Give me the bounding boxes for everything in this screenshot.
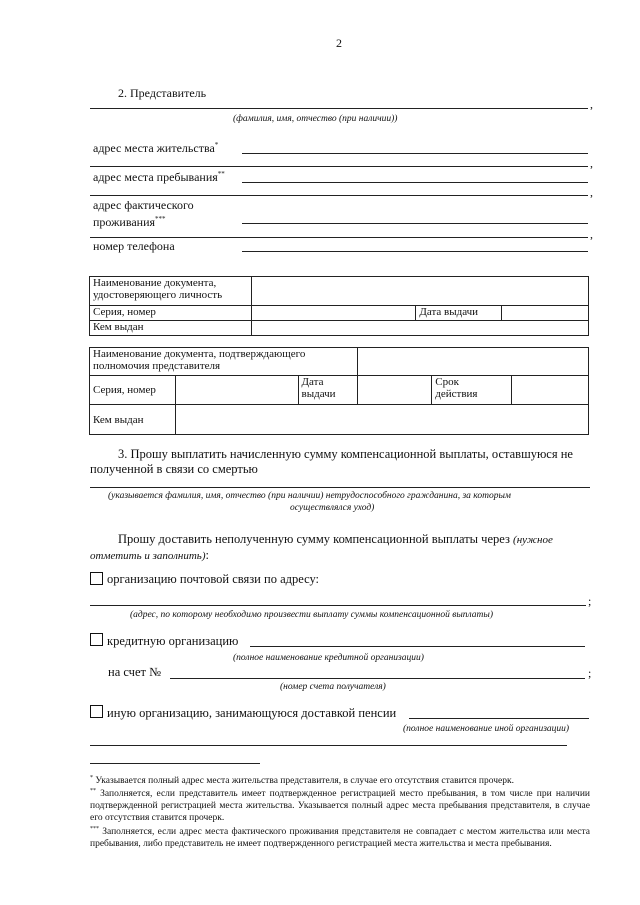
id-series-label: Серия, номер xyxy=(90,306,252,321)
footnote-2: ** Заполняется, если представитель имеет подтвержденное регистрацией место пребывания, в том числе при наличии подтвержденной регистрацией места жительства. Указывается полный адрес места пребывания представителя, в случае его отсутствия ставится прочерк. xyxy=(90,788,590,824)
bank-name-line[interactable] xyxy=(250,646,585,647)
id-issue-date-label: Дата выдачи xyxy=(416,306,502,321)
deceased-name-hint-2: осуществлялся уход) xyxy=(290,503,375,513)
address-residence-label: адрес места жительства* xyxy=(93,141,219,155)
account-hint: (номер счета получателя) xyxy=(280,682,386,692)
address-actual-line[interactable] xyxy=(242,223,588,224)
id-doc-name-label: Наименование документа, удостоверяющего личность xyxy=(90,277,252,306)
comma: , xyxy=(590,97,593,111)
section-2-title: 2. Представитель xyxy=(118,86,207,100)
authority-series-cell[interactable] xyxy=(175,376,298,405)
fio-line[interactable] xyxy=(90,108,588,109)
address-residence-line-2[interactable] xyxy=(90,166,588,167)
id-issued-by-label: Кем выдан xyxy=(90,321,252,336)
id-series-cell[interactable] xyxy=(251,306,416,321)
post-office-checkbox[interactable] xyxy=(90,572,103,585)
address-stay-line-2[interactable] xyxy=(90,195,588,196)
bank-label: кредитную организацию xyxy=(107,634,239,648)
post-office-label: организацию почтовой связи по адресу: xyxy=(107,572,320,586)
bank-name-hint: (полное наименование кредитной организации) xyxy=(233,653,424,663)
semicolon: ; xyxy=(588,666,592,680)
authority-issued-by-cell[interactable] xyxy=(175,405,588,435)
address-actual-line-2[interactable] xyxy=(90,237,588,238)
comma: , xyxy=(590,156,593,170)
id-issue-date-cell[interactable] xyxy=(502,306,589,321)
authority-doc-name-label: Наименование документа, подтверждающего полномочия представителя xyxy=(90,348,358,376)
phone-label: номер телефона xyxy=(93,239,175,253)
post-address-hint: (адрес, по которому необходимо произвести выплату суммы компенсационной выплаты) xyxy=(130,610,493,620)
address-stay-label: адрес места пребывания** xyxy=(93,170,225,184)
account-line[interactable] xyxy=(170,678,585,679)
other-org-hint: (полное наименование иной организации) xyxy=(403,724,570,734)
footnote-1: * Указывается полный адрес места жительства представителя, в случае его отсутствия ставится прочерк. xyxy=(90,775,514,787)
section-3-text: 3. Прошу выплатить начисленную сумму компенсационной выплаты, оставшуюся не полученной в связи со смертью xyxy=(90,447,573,476)
authority-document-table xyxy=(89,347,589,435)
authority-doc-name-cell[interactable] xyxy=(358,348,589,376)
account-label: на счет № xyxy=(108,665,162,679)
other-org-label: иную организацию, занимающуюся доставкой пенсии xyxy=(107,706,397,720)
delivery-intro: Прошу доставить неполученную сумму компенсационной выплаты через (нужное отметить и заполнить): xyxy=(90,532,553,562)
footnote-separator xyxy=(90,763,260,764)
authority-term-label: Срок действия xyxy=(432,376,512,405)
post-address-line[interactable] xyxy=(90,605,586,606)
other-org-line[interactable] xyxy=(409,718,589,719)
footnote-3: *** Заполняется, если адрес места фактического проживания представителя не совпадает с местом жительства или места пребывания, либо представитель не имеет подтвержденного регистрацией места жительства и места пребывания. xyxy=(90,826,590,850)
comma: , xyxy=(590,227,593,241)
id-document-table xyxy=(89,276,589,336)
authority-issued-by-label: Кем выдан xyxy=(90,405,176,435)
other-org-checkbox[interactable] xyxy=(90,705,103,718)
page-number: 2 xyxy=(336,36,342,50)
phone-line[interactable] xyxy=(242,251,588,252)
other-org-line-2[interactable] xyxy=(90,745,567,746)
authority-date-label: Дата выдачи xyxy=(298,376,358,405)
deceased-name-hint-1: (указывается фамилия, имя, отчество (при наличии) нетрудоспособного гражданина, за которым xyxy=(108,491,511,501)
address-residence-line[interactable] xyxy=(242,153,588,154)
bank-checkbox[interactable] xyxy=(90,633,103,646)
fio-hint: (фамилия, имя, отчество (при наличии)) xyxy=(233,114,398,124)
id-issued-by-cell[interactable] xyxy=(251,321,588,336)
authority-series-label: Серия, номер xyxy=(90,376,176,405)
address-stay-line[interactable] xyxy=(242,182,588,183)
id-doc-name-cell[interactable] xyxy=(251,277,588,306)
comma: , xyxy=(590,185,593,199)
authority-date-cell[interactable] xyxy=(358,376,432,405)
address-actual-label: адрес фактического проживания*** xyxy=(93,198,194,229)
authority-term-cell[interactable] xyxy=(512,376,589,405)
deceased-name-line[interactable] xyxy=(90,487,590,488)
semicolon: ; xyxy=(588,594,592,608)
